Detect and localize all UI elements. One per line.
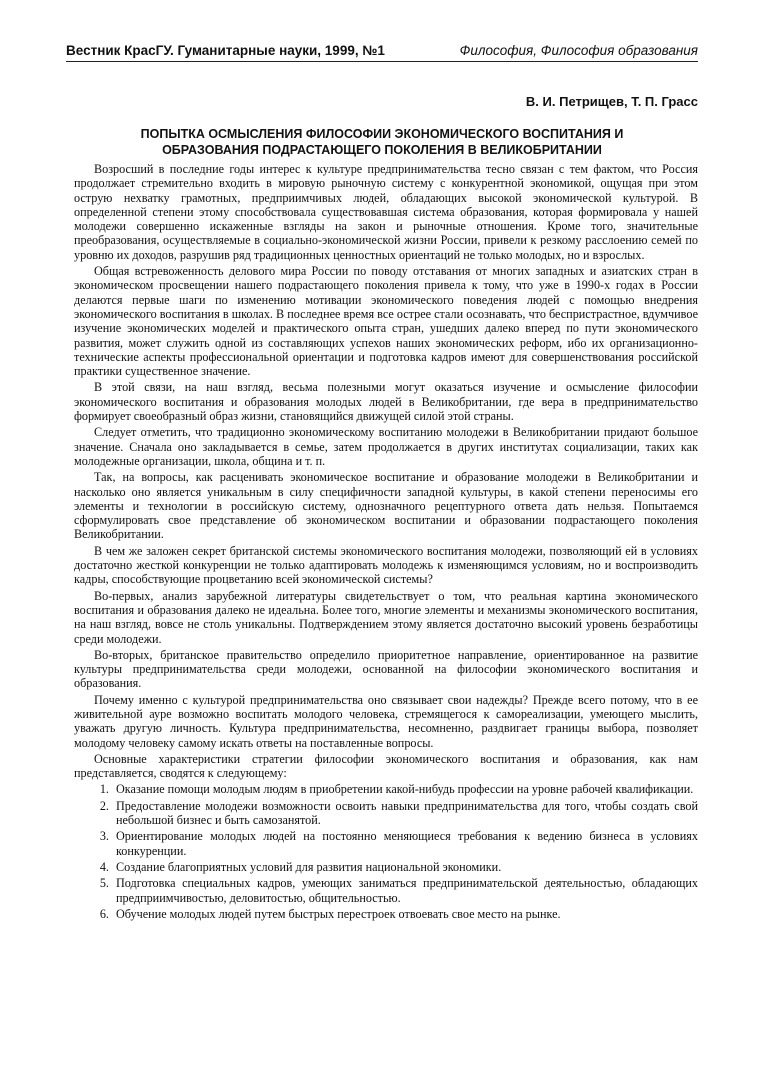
section-name: Философия, Философия образования [459,43,698,58]
list-item: 6. Обучение молодых людей путем быстрых перестроек отвоевать свое место на рынке. [112,907,698,921]
title-line-1: ПОПЫТКА ОСМЫСЛЕНИЯ ФИЛОСОФИИ ЭКОНОМИЧЕСКОГО ВОСПИТАНИЯ И [140,127,624,141]
list-item: 2. Предоставление молодежи возможности освоить навыки предпринимательства для того, чтобы создать свой небольшой бизнес и быть самозанятой. [112,799,698,828]
paragraph: Возросший в последние годы интерес к культуре предпринимательства тесно связан с тем фактом, что Россия продолжает стремительно входить в мировую рыночную систему с конкурентной экономикой, ощущая при этом острую нехватку грамотных, предприимчивых людей, обладающих высокой экономической культурой. В определенной степени этому способствовала существовавшая система образования, которая формировала у нашей молодежи совершенно искаженные взгляды на закон и рыночные отношения. Кроме того, значительные преобразования, осуществляемые в социально-экономической жизни России, привели к резкому расслоению семей по уровню их доходов, разрушив ряд традиционных ценностных ориентаций не только молодых, но и взрослых. [74,162,698,262]
running-header [66,38,698,58]
paragraph: Во-первых, анализ зарубежной литературы свидетельствует о том, что реальная картина экономического воспитания и образования далеко не идеальна. Более того, многие элементы и механизмы экономического воспитания, на наш взгляд, вовсе не столь уникальны. Подтверждением этому является достаточно высокий уровень безработицы среди молодежи. [74,588,698,646]
list-item: 1. Оказание помощи молодым людям в приобретении какой-нибудь профессии на уровне рабочей квалификации. [112,782,698,796]
article-authors: В. И. Петрищев, Т. П. Грасс [525,94,698,109]
paragraph: Основные характеристики стратегии философии экономического воспитания и образования, как нам представляется, сводятся к следующему: [74,751,698,781]
strategy-list [74,782,698,921]
list-item: 5. Подготовка специальных кадров, умеющих заниматься предпринимательской деятельностью, обладающих предприимчивостью, деловитостью, общительностью. [112,876,698,905]
paragraph: Почему именно с культурой предпринимательства оно связывает свои надежды? Прежде всего потому, что в ее живительной ауре возможно воспитать молодого человека, стремящегося к самореализации, умеющего мыслить, уважать другую личность. Культура предпринимательства, несомненно, раздвигает границы выбора, позволяет молодому человеку самому искать ответы на поставленные вопросы. [74,692,698,750]
paragraph: Общая встревоженность делового мира России по поводу отставания от многих западных и азиатских стран в экономическом просвещении нашего подрастающего поколения привела к тому, что уже в 1990-х годах в России делаются первые шаги по изменению мотивации экономического поведения людей с помощью внедрения экономического воспитания в школах. В последнее время все острее стали осознавать, что беспристрастное, вдумчивое изучение экономических моделей и практического опыта стран, ушедших далеко вперед по пути экономического развития, может служить одной из составляющих успехов наших экономических реформ, ибо их организационно-технические аспекты профессиональной ориентации и подготовка кадров имеют для совершенствования российской практики существенное значение. [74,264,698,379]
article-title [66,126,698,158]
paragraph: Следует отметить, что традиционно экономическому воспитанию молодежи в Великобритании придают большое значение. Сначала оно закладывается в семье, затем продолжается в других институтах социализации, таких как молодежные организации, школа, община и т. п. [74,425,698,468]
paragraph: Так, на вопросы, как расценивать экономическое воспитание и образование молодежи в Великобритании и насколько оно является уникальным в силу специфичности западной культуры, в какой степени переносимы его элементы и технологии в российскую систему, однозначного рецептурного ответа дать нельзя. Попытаемся сформулировать свое представление об экономическом воспитании и образовании подрастающего поколения Великобритании. [74,470,698,542]
list-item: 4. Создание благоприятных условий для развития национальной экономики. [112,860,698,874]
article-body [74,162,698,923]
paragraph: В чем же заложен секрет британской системы экономического воспитания молодежи, позволяющий ей в условиях достаточно жесткой конкуренции не только адаптировать молодежь к изменяющимся условиям, но и воспроизводить кадры, способствующие процветанию всей экономической системы? [74,543,698,587]
header-divider [66,61,698,62]
paragraph: Во-вторых, британское правительство определило приоритетное направление, ориентированное на развитие культуры предпринимательства среди молодежи, основанной на философии экономического воспитания и образования. [74,647,698,691]
list-item: 3. Ориентирование молодых людей на постоянно меняющиеся требования к ведению бизнеса в условиях конкуренции. [112,829,698,858]
journal-name: Вестник КрасГУ. Гуманитарные науки, 1999, №1 [66,43,385,58]
title-line-2: ОБРАЗОВАНИЯ ПОДРАСТАЮЩЕГО ПОКОЛЕНИЯ В ВЕЛИКОБРИТАНИИ [162,143,602,157]
paragraph: В этой связи, на наш взгляд, весьма полезными могут оказаться изучение и осмысление философии экономического воспитания и образования молодых людей в Великобритании, где вера в предпринимательство формирует своеобразный образ жизни, становящийся движущей силой этой страны. [74,380,698,424]
